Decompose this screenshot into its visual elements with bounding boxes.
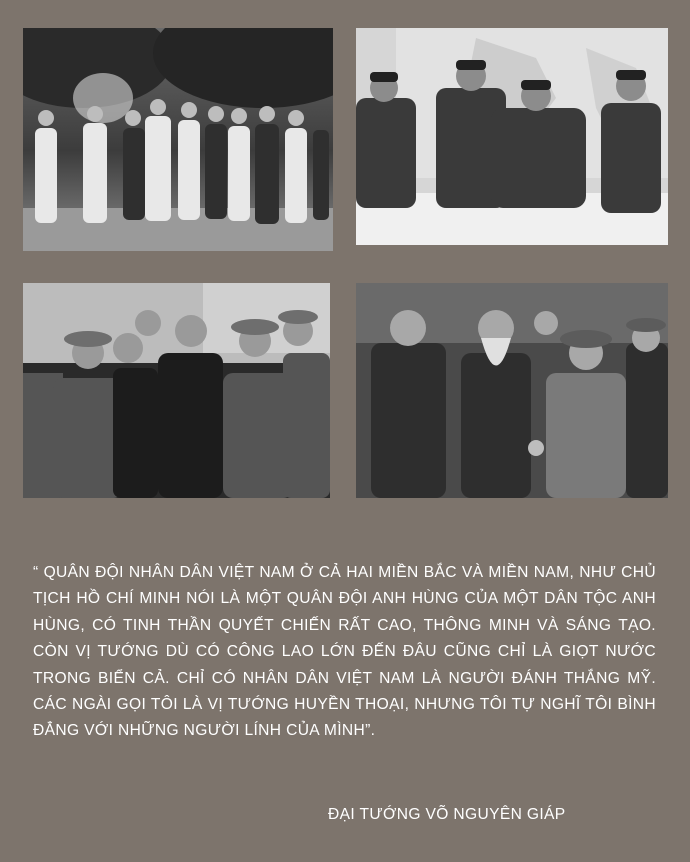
photo-group-walking (23, 28, 333, 251)
photo-general-greeting-veterans (356, 283, 668, 498)
photo-officers-map-table (356, 28, 668, 245)
quote-author: ĐẠI TƯỚNG VÕ NGUYÊN GIÁP (328, 806, 566, 823)
photo-general-with-soldiers (23, 283, 330, 498)
photo-general-with-soldiers-image (23, 283, 330, 498)
photo-general-greeting-veterans-image (356, 283, 668, 498)
photo-group-walking-image (23, 28, 333, 251)
quote-text: “ QUÂN ĐỘI NHÂN DÂN VIỆT NAM Ở CẢ HAI MIỀN BẮC VÀ MIỀN NAM, NHƯ CHỦ TỊCH HỒ CHÍ MINH NÓI LÀ MỘT QUÂN ĐỘI ANH HÙNG CỦA MỘT DÂN TỘC ANH HÙNG, CÓ TINH THẦN QUYẾT CHIẾN RẤT CAO, THÔNG MINH VÀ SÁNG TẠO. CÒN VỊ TƯỚNG DÙ CÓ CÔNG LAO LỚN ĐẾN ĐÂU CŨNG CHỈ LÀ GIỌT NƯỚC TRONG BIỂN CẢ. CHỈ CÓ NHÂN DÂN VIỆT NAM LÀ NGƯỜI ĐÁNH THẮNG MỸ. CÁC NGÀI GỌI TÔI LÀ VỊ TƯỚNG HUYỀN THOẠI, NHƯNG TÔI TỰ NGHĨ TÔI BÌNH ĐẲNG VỚI NHỮNG NGƯỜI LÍNH CỦA MÌNH”. (33, 564, 656, 740)
photo-officers-map-table-image (356, 28, 668, 245)
